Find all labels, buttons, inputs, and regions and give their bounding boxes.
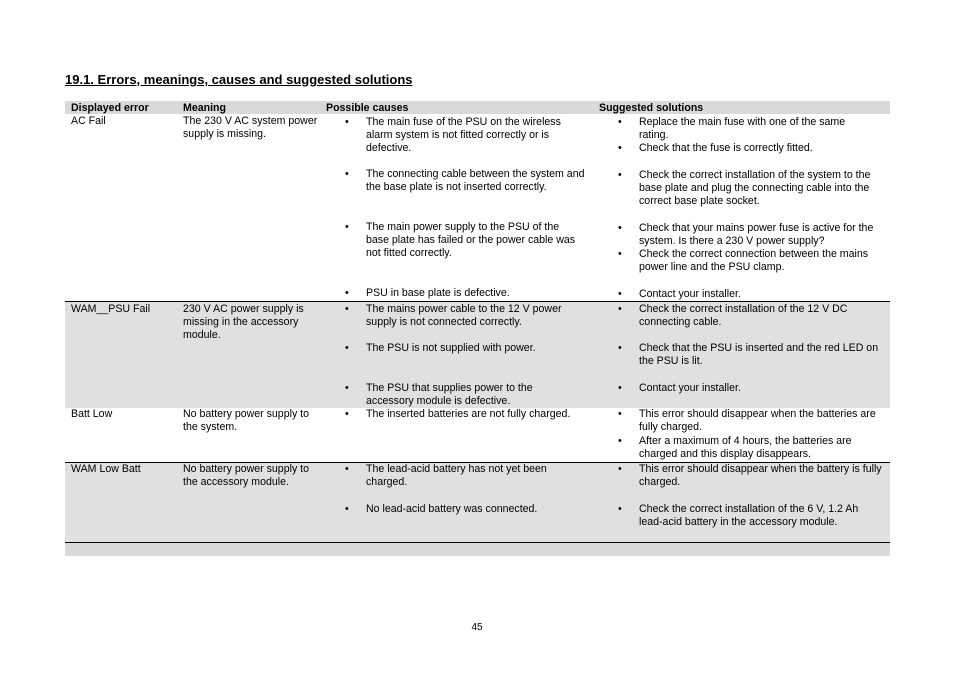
page-number: 45 — [471, 622, 483, 633]
table-row-ac-fail: AC Fail The 230 V AC system power supply is missing. • The main fuse of the PSU on the wireless alarm system is not fitted correctly or is defective. • The connecting cable between the system and the base plate is not inserted correctly. • The main power supply to the PSU of the base plate has failed or the power cable was not fitted correctly. • PSU in base plate is defective. • Replace the main fuse with one of the same rating. • Check that the fuse is correctly fitted. • Check the correct installation of the system to the base plate and plug the connecting cable into the correct base plate socket. • Check that your mains power fuse is active for the system. Is there a 230 V power supply? • Check the correct connection between the mains power line and the PSU clamp. • Contact your installer. — [71, 115, 874, 300]
table-row-wam-psu-fail: WAM__PSU Fail 230 V AC power supply is missing in the accessory module. • The mains power cable to the 12 V power supply is not connected correctly. • The PSU is not supplied with power. • The PSU that supplies power to the accessory module is defective. • Check the correct installation of the 12 V DC connecting cable. • Check that the PSU is inserted and the red LED on the PSU is lit. • Contact your installer. — [65, 301, 890, 408]
col-header-solutions: Suggested solutions — [599, 102, 704, 114]
col-header-meaning: Meaning — [183, 102, 226, 114]
col-header-error: Displayed error — [71, 102, 149, 114]
table-row-wam-low-batt: WAM Low Batt No battery power supply to the accessory module. • The lead-acid battery has not yet been charged. • No lead-acid battery was connected. • This error should disappear when the battery is fully charged. • Check the correct installation of the 6 V, 1.2 Ah lead-acid battery in the accessory module. — [65, 462, 890, 543]
table-row-batt-low: Batt Low No battery power supply to the system. • The inserted batteries are not fully charged. • This error should disappear when the batteries are fully charged. • After a maximum of 4 hours, the batteries are charged and this display disappears. — [71, 408, 876, 461]
error-meaning: 230 V AC power supply is missing in the accessory module. — [183, 303, 304, 342]
table-header — [65, 101, 890, 114]
table-footer-band — [65, 542, 890, 556]
error-meaning: No battery power supply to the accessory module. — [183, 463, 310, 489]
col-header-causes: Possible causes — [326, 102, 409, 114]
error-name: WAM__PSU Fail — [71, 303, 151, 315]
error-meaning: No battery power supply to the system. — [183, 408, 310, 434]
error-meaning: The 230 V AC system power supply is missing. — [183, 115, 318, 141]
error-name: AC Fail — [71, 115, 106, 127]
section-title: 19.1. Errors, meanings, causes and suggested solutions — [65, 72, 413, 87]
error-name: WAM Low Batt — [71, 463, 141, 475]
error-name: Batt Low — [71, 408, 113, 420]
